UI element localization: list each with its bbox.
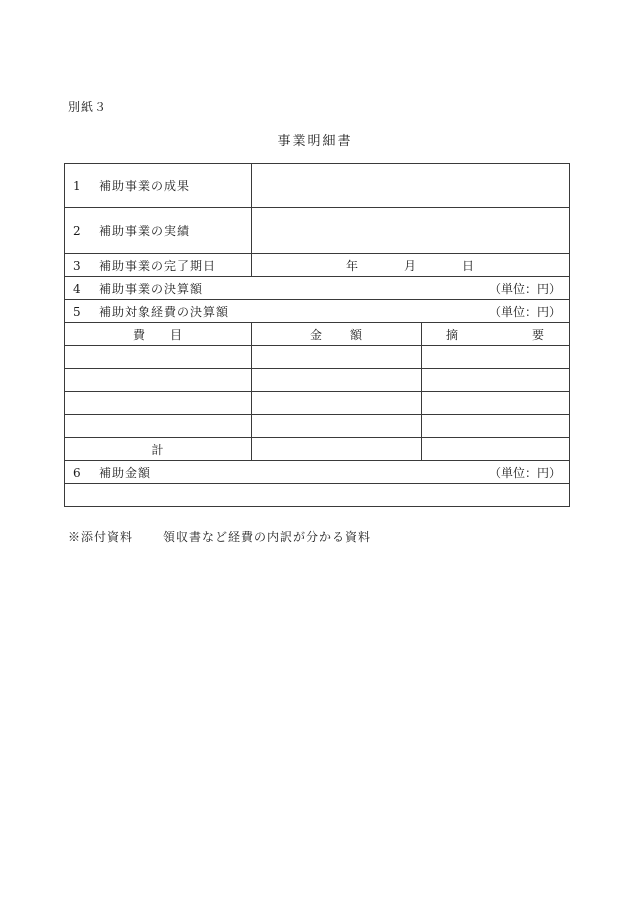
total-amount-cell[interactable] bbox=[252, 438, 422, 461]
row-grant-amount-value bbox=[65, 484, 570, 507]
results-label-cell bbox=[65, 164, 252, 208]
month-label: 月 bbox=[403, 258, 417, 273]
item-cell[interactable] bbox=[65, 369, 252, 392]
section-label: 補助金額 bbox=[99, 465, 152, 480]
settlement-cell bbox=[65, 277, 570, 300]
item-cell[interactable] bbox=[65, 415, 252, 438]
item-cell[interactable] bbox=[65, 392, 252, 415]
day-label: 日 bbox=[462, 258, 476, 273]
amount-cell[interactable] bbox=[252, 346, 422, 369]
section-label: 補助事業の完了期日 bbox=[99, 258, 217, 273]
achievements-value-cell[interactable] bbox=[252, 208, 570, 254]
total-row bbox=[65, 438, 570, 461]
row-grant-amount bbox=[65, 461, 570, 484]
table-row bbox=[65, 392, 570, 415]
amount-cell[interactable] bbox=[252, 415, 422, 438]
section-label: 補助事業の実績 bbox=[99, 224, 191, 238]
summary-cell[interactable] bbox=[422, 415, 570, 438]
header-summary-char-2: 要 bbox=[531, 327, 545, 342]
unit-label: （単位：円） bbox=[488, 304, 561, 319]
row-eligible-settlement bbox=[65, 300, 570, 323]
total-label: 計 bbox=[65, 438, 252, 461]
section-number: 4 bbox=[73, 281, 82, 296]
unit-label: （単位：円） bbox=[488, 281, 561, 296]
table-row bbox=[65, 415, 570, 438]
header-item-char-2: 目 bbox=[169, 327, 183, 342]
header-summary-char-1: 摘 bbox=[446, 327, 460, 342]
header-summary bbox=[422, 323, 570, 346]
section-number: 1 bbox=[73, 179, 82, 193]
completion-date-value-cell[interactable] bbox=[252, 254, 570, 277]
grant-amount-cell bbox=[65, 461, 570, 484]
attachment-note bbox=[68, 528, 371, 545]
summary-cell[interactable] bbox=[422, 392, 570, 415]
header-amount bbox=[252, 323, 422, 346]
item-cell[interactable] bbox=[65, 346, 252, 369]
total-summary-cell[interactable] bbox=[422, 438, 570, 461]
section-number: 2 bbox=[73, 224, 82, 238]
row-completion-date bbox=[65, 254, 570, 277]
amount-cell[interactable] bbox=[252, 392, 422, 415]
header-item-char-1: 費 bbox=[133, 327, 147, 342]
achievements-label-cell bbox=[65, 208, 252, 254]
section-label: 補助事業の決算額 bbox=[99, 281, 204, 296]
section-number: 5 bbox=[73, 304, 82, 319]
section-label: 補助事業の成果 bbox=[99, 179, 191, 193]
table-row bbox=[65, 369, 570, 392]
row-settlement bbox=[65, 277, 570, 300]
completion-date-label-cell bbox=[65, 254, 252, 277]
unit-label: （単位：円） bbox=[488, 465, 561, 480]
note-text: 領収書など経費の内訳が分かる資料 bbox=[163, 530, 372, 544]
header-item bbox=[65, 323, 252, 346]
eligible-settlement-cell bbox=[65, 300, 570, 323]
expense-header-row bbox=[65, 323, 570, 346]
section-number: 6 bbox=[73, 465, 82, 480]
row-achievements bbox=[65, 208, 570, 254]
grant-amount-value-cell[interactable] bbox=[65, 484, 570, 507]
attachment-label: 別紙３ bbox=[68, 100, 108, 114]
table-row bbox=[65, 346, 570, 369]
section-label: 補助対象経費の決算額 bbox=[99, 304, 230, 319]
summary-cell[interactable] bbox=[422, 369, 570, 392]
section-number: 3 bbox=[73, 258, 82, 273]
statement-table bbox=[64, 163, 570, 507]
row-results bbox=[65, 164, 570, 208]
amount-cell[interactable] bbox=[252, 369, 422, 392]
header-amount-char-1: 金 bbox=[310, 327, 324, 342]
year-label: 年 bbox=[345, 258, 359, 273]
summary-cell[interactable] bbox=[422, 346, 570, 369]
note-label: ※添付資料 bbox=[68, 530, 134, 544]
header-amount-char-2: 額 bbox=[349, 327, 363, 342]
document-title: 事業明細書 bbox=[277, 134, 353, 149]
results-value-cell[interactable] bbox=[252, 164, 570, 208]
